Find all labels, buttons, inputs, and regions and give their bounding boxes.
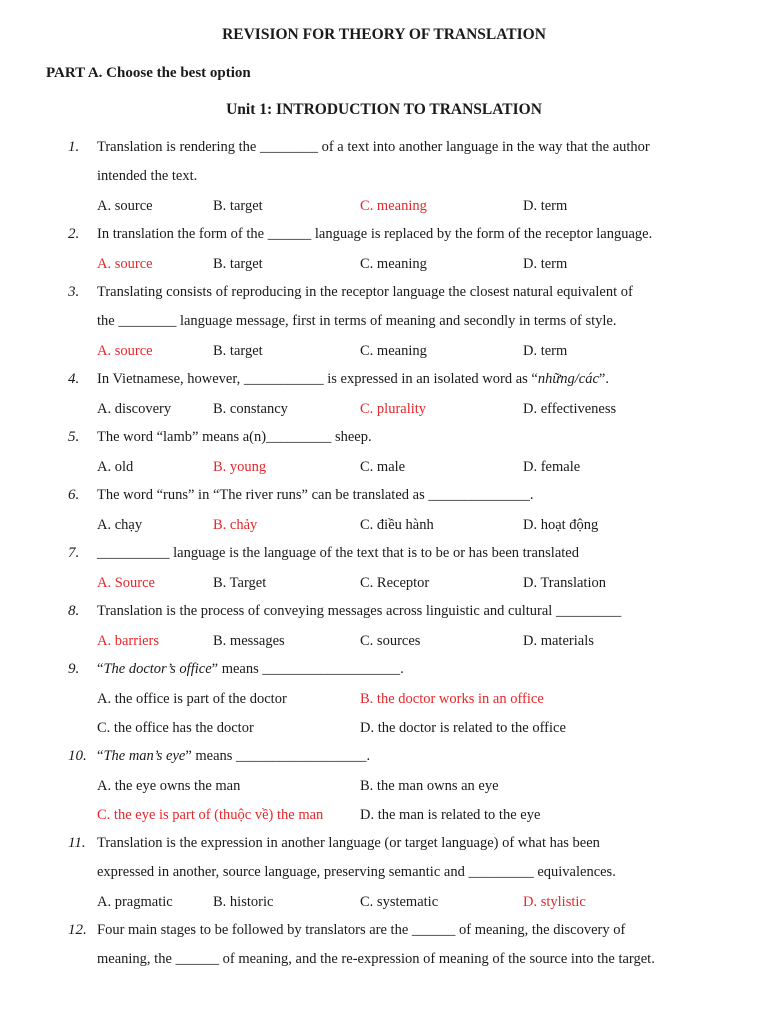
question-number: 10. bbox=[68, 748, 87, 764]
question-text: In Vietnamese, however, ___________ is expressed in an isolated word as “những/các”. bbox=[97, 371, 609, 387]
italic-phrase: The man’s eye bbox=[103, 748, 186, 764]
answer-option: C. điều hành bbox=[360, 517, 434, 533]
answer-option-correct: A. source bbox=[97, 256, 153, 272]
question-text: “The man’s eye” means __________________. bbox=[97, 748, 371, 764]
question-number: 8. bbox=[68, 603, 80, 619]
answer-option: A. the office is part of the doctor bbox=[97, 691, 287, 707]
answer-option: B. target bbox=[213, 198, 263, 214]
answer-option: D. the man is related to the eye bbox=[360, 807, 541, 823]
question-text: Translating consists of reproducing in the receptor language the closest natural equivalent of bbox=[97, 284, 633, 300]
question-text: In translation the form of the ______ language is replaced by the form of the receptor language. bbox=[97, 226, 653, 242]
answer-option: C. meaning bbox=[360, 256, 427, 272]
question-text: meaning, the ______ of meaning, and the re-expression of meaning of the source into the target. bbox=[97, 951, 655, 967]
answer-option: D. the doctor is related to the office bbox=[360, 720, 566, 736]
question-text: expressed in another, source language, preserving semantic and _________ equivalences. bbox=[97, 864, 616, 880]
answer-option: D. term bbox=[523, 256, 568, 272]
question-text: __________ language is the language of the text that is to be or has been translated bbox=[97, 545, 579, 561]
italic-phrase: The doctor’s office bbox=[103, 661, 212, 677]
answer-option-correct: A. Source bbox=[97, 575, 155, 591]
answer-option: D. effectiveness bbox=[523, 401, 617, 417]
answer-option-correct: A. source bbox=[97, 343, 153, 359]
question-text: “The doctor’s office” means ___________________. bbox=[97, 661, 404, 677]
question-number: 12. bbox=[68, 922, 87, 938]
answer-option: C. systematic bbox=[360, 894, 439, 910]
answer-option: C. the office has the doctor bbox=[97, 720, 254, 736]
answer-option: A. discovery bbox=[97, 401, 172, 417]
answer-option: A. old bbox=[97, 459, 134, 475]
answer-option-correct: C. meaning bbox=[360, 198, 427, 214]
question-number: 9. bbox=[68, 661, 80, 677]
answer-option: B. messages bbox=[213, 633, 285, 649]
question-text: The word “lamb” means a(n)_________ sheep. bbox=[97, 429, 372, 445]
question-text: Translation is the expression in another language (or target language) of what has been bbox=[97, 835, 600, 851]
answer-option: B. historic bbox=[213, 894, 274, 910]
answer-option: C. male bbox=[360, 459, 406, 475]
question-text: Four main stages to be followed by translators are the ______ of meaning, the discovery of bbox=[97, 922, 626, 938]
question-number: 2. bbox=[68, 226, 80, 242]
answer-option: D. materials bbox=[523, 633, 594, 649]
question-text: Translation is the process of conveying messages across linguistic and cultural _________ bbox=[97, 603, 622, 619]
italic-phrase: những/các bbox=[537, 371, 599, 387]
answer-option-correct: B. young bbox=[213, 459, 267, 475]
question-number: 4. bbox=[68, 371, 80, 387]
question-text: Translation is rendering the ________ of a text into another language in the way that the author bbox=[97, 139, 650, 155]
answer-option: C. meaning bbox=[360, 343, 427, 359]
document-title: REVISION FOR THEORY OF TRANSLATION bbox=[222, 26, 546, 43]
answer-option: A. chạy bbox=[97, 517, 143, 533]
question-number: 1. bbox=[68, 139, 80, 155]
answer-option: D. female bbox=[523, 459, 581, 475]
answer-option: B. Target bbox=[213, 575, 267, 591]
part-heading: PART A. Choose the best option bbox=[46, 65, 251, 81]
question-text: the ________ language message, first in terms of meaning and secondly in terms of style. bbox=[97, 313, 617, 329]
answer-option: D. Translation bbox=[523, 575, 606, 591]
answer-option: A. source bbox=[97, 198, 153, 214]
question-text: The word “runs” in “The river runs” can be translated as ______________. bbox=[97, 487, 534, 503]
answer-option: C. Receptor bbox=[360, 575, 430, 591]
answer-option: B. the man owns an eye bbox=[360, 778, 499, 794]
question-text: intended the text. bbox=[97, 168, 198, 184]
answer-option: C. sources bbox=[360, 633, 421, 649]
question-number: 3. bbox=[68, 284, 80, 300]
answer-option-correct: B. the doctor works in an office bbox=[360, 691, 544, 707]
answer-option: B. constancy bbox=[213, 401, 288, 417]
answer-option: D. hoạt động bbox=[523, 517, 599, 533]
question-number: 6. bbox=[68, 487, 80, 503]
answer-option: B. target bbox=[213, 343, 263, 359]
answer-option-correct: C. plurality bbox=[360, 401, 427, 417]
answer-option: D. term bbox=[523, 198, 568, 214]
question-number: 11. bbox=[68, 835, 86, 851]
answer-option: A. pragmatic bbox=[97, 894, 173, 910]
answer-option-correct: A. barriers bbox=[97, 633, 160, 649]
answer-option-correct: C. the eye is part of (thuộc về) the man bbox=[97, 807, 324, 823]
question-number: 5. bbox=[68, 429, 80, 445]
answer-option-correct: B. chảy bbox=[213, 517, 258, 533]
question-number: 7. bbox=[68, 545, 80, 561]
answer-option-correct: D. stylistic bbox=[523, 894, 586, 910]
answer-option: D. term bbox=[523, 343, 568, 359]
answer-option: A. the eye owns the man bbox=[97, 778, 241, 794]
unit-heading: Unit 1: INTRODUCTION TO TRANSLATION bbox=[226, 101, 542, 118]
answer-option: B. target bbox=[213, 256, 263, 272]
